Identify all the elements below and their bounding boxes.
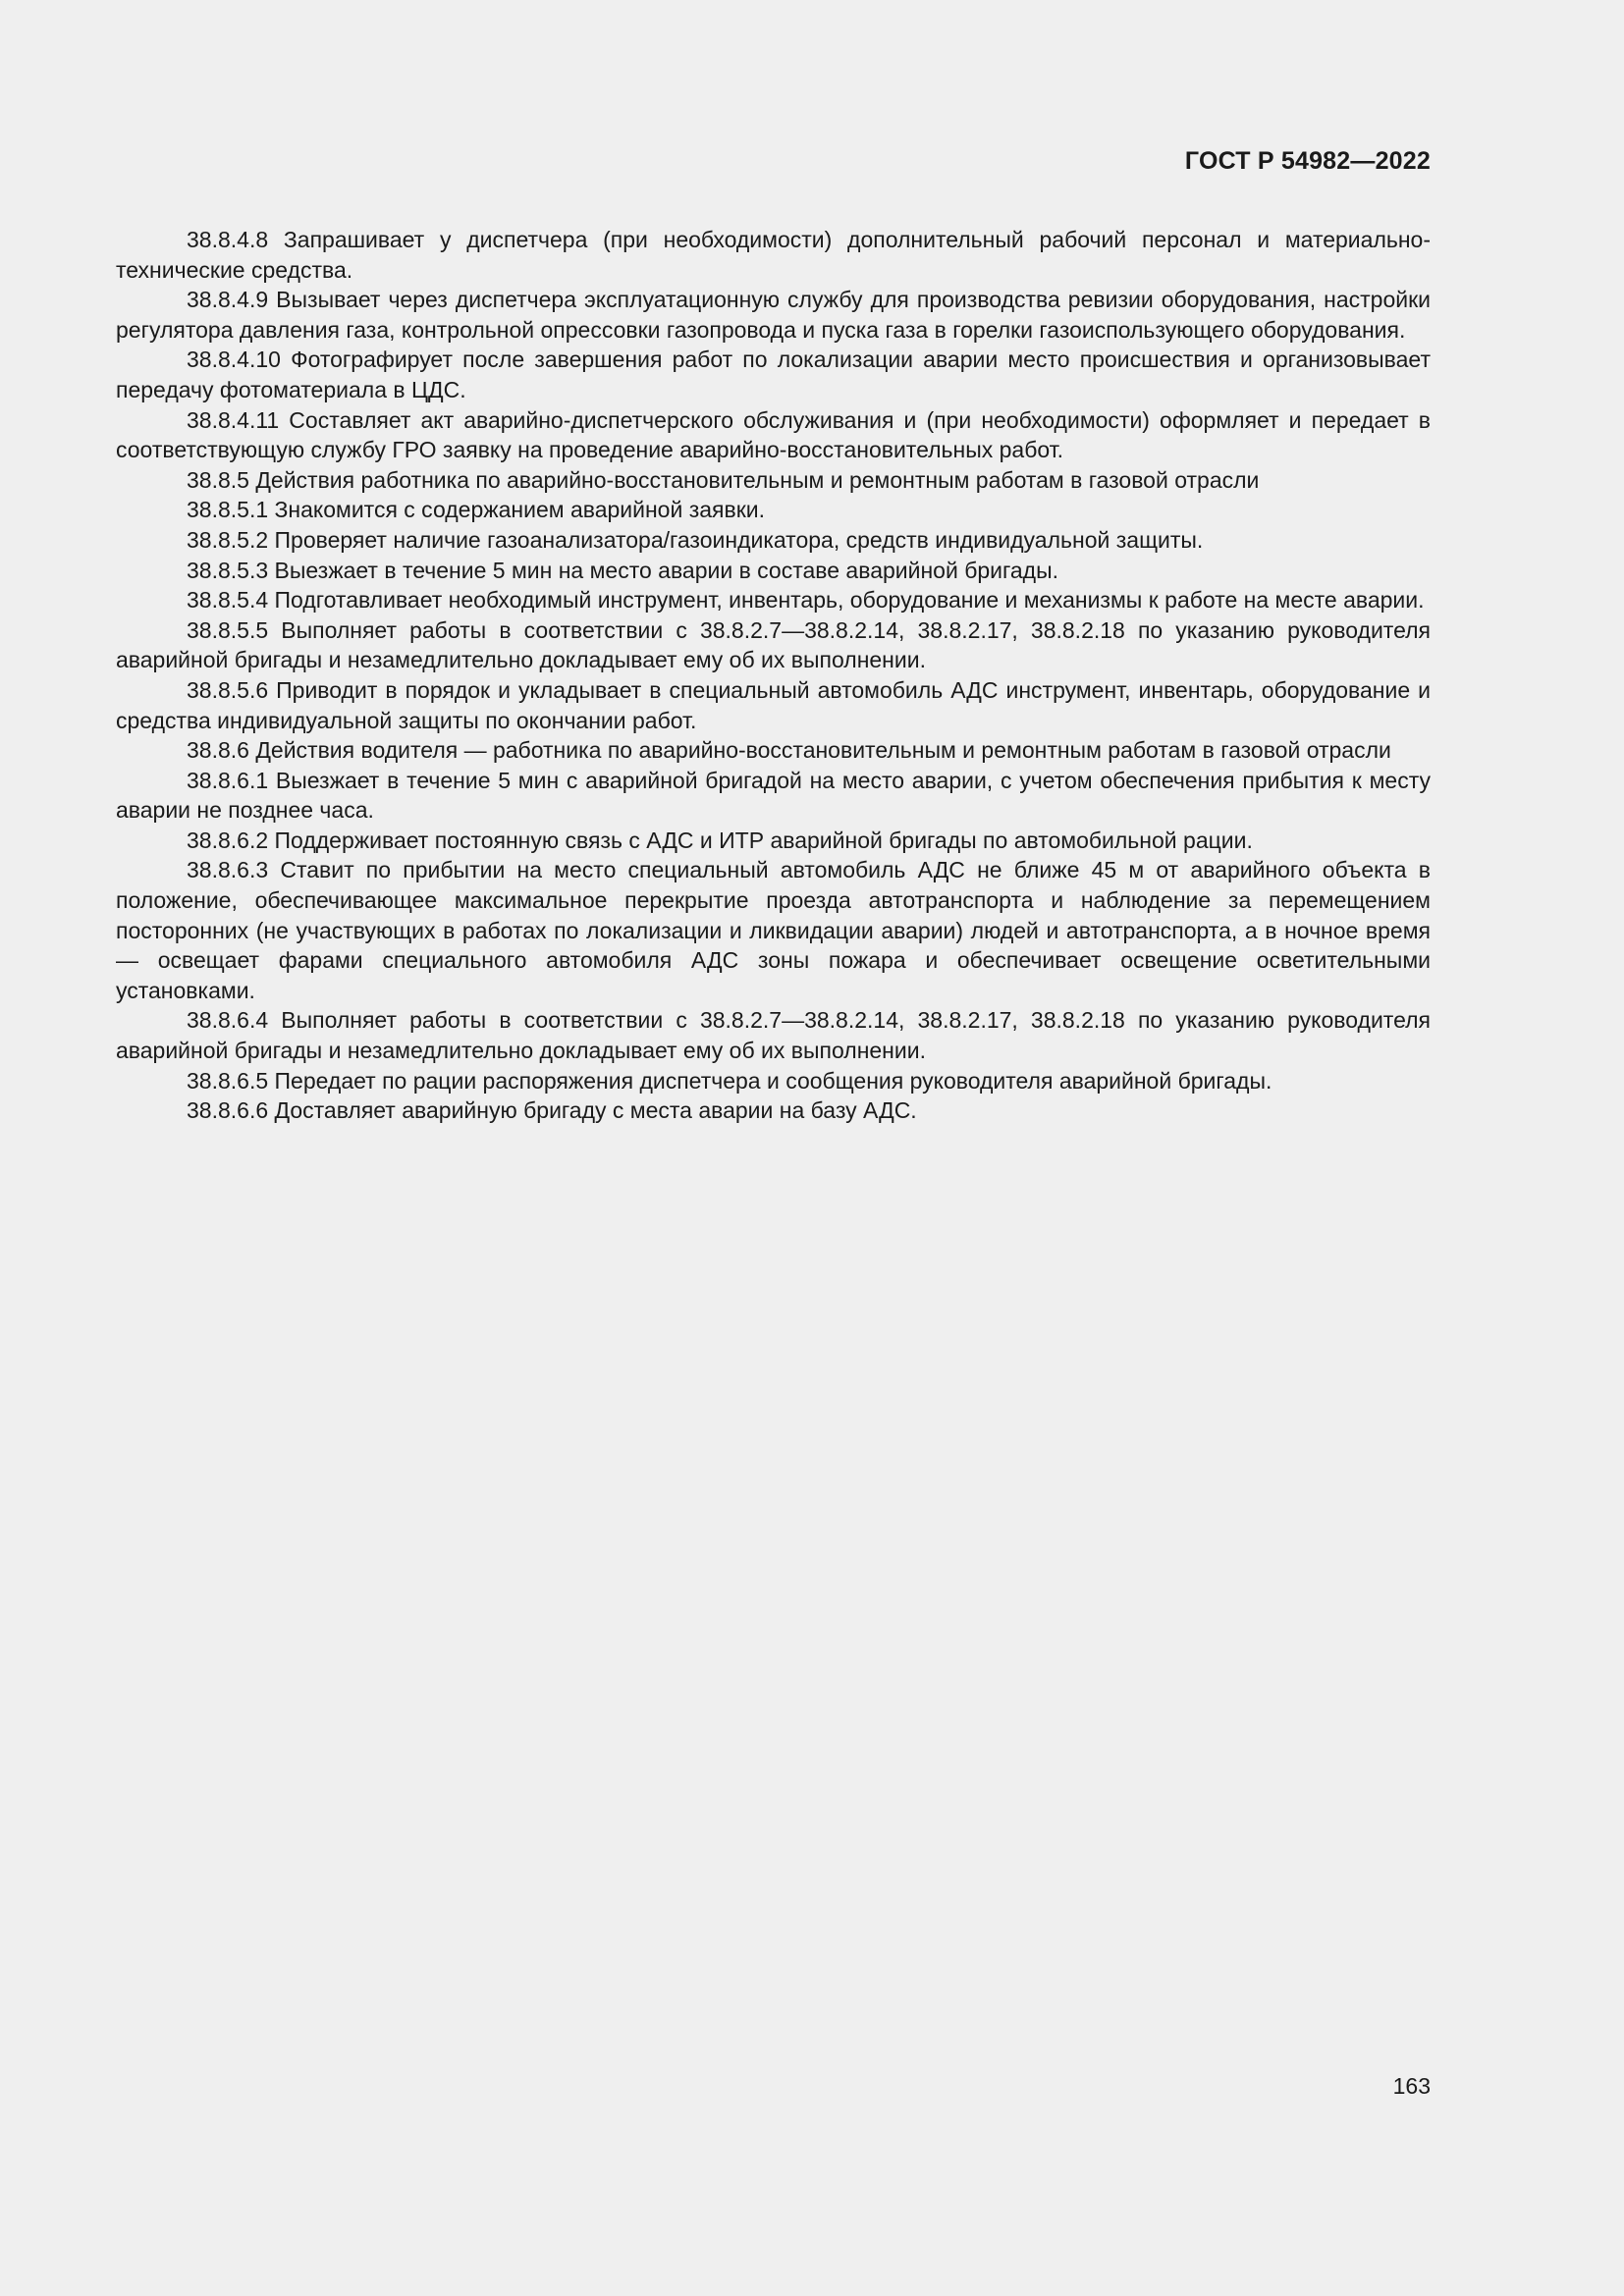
paragraph-38-8-4-10: 38.8.4.10 Фотографирует после завершения работ по локализации аварии место происшествия и организовывает передачу фотоматериала в ЦДС.	[116, 347, 1431, 402]
paragraph-38-8-5: 38.8.5 Действия работника по аварийно-восстановительным и ремонтным работам в газовой отрасли	[187, 466, 1260, 493]
page-number: 163	[1392, 2073, 1431, 2099]
paragraph-38-8-6-1: 38.8.6.1 Выезжает в течение 5 мин с аварийной бригадой на место аварии, с учетом обеспечения прибытия к месту аварии не позднее часа.	[116, 767, 1431, 824]
paragraph-38-8-6-6: 38.8.6.6 Доставляет аварийную бригаду с места аварии на базу АДС.	[187, 1097, 917, 1124]
paragraph-38-8-6-2: 38.8.6.2 Поддерживает постоянную связь с АДС и ИТР аварийной бригады по автомобильной рации.	[187, 827, 1253, 853]
paragraph-38-8-5-3: 38.8.5.3 Выезжает в течение 5 мин на место аварии в составе аварийной бригады.	[187, 557, 1059, 583]
paragraph-38-8-5-6: 38.8.5.6 Приводит в порядок и укладывает в специальный автомобиль АДС инструмент, инвентарь, оборудование и средства индивидуальной защиты по окончании работ.	[116, 676, 1431, 733]
document-body	[116, 225, 1431, 1126]
paragraph-38-8-6-4: 38.8.6.4 Выполняет работы в соответствии с 38.8.2.7—38.8.2.14, 38.8.2.17, 38.8.2.18 по указанию руководителя аварийной бригады и незамедлительно докладывает ему об их выполнении.	[116, 1007, 1431, 1064]
paragraph-38-8-4-8: 38.8.4.8 Запрашивает у диспетчера (при необходимости) дополнительный рабочий персонал и материально-технические средства.	[116, 227, 1431, 283]
paragraph-38-8-5-2: 38.8.5.2 Проверяет наличие газоанализатора/газоиндикатора, средств индивидуальной защиты.	[187, 526, 1204, 553]
paragraph-38-8-5-1: 38.8.5.1 Знакомится с содержанием аварийной заявки.	[187, 497, 766, 523]
paragraph-38-8-4-11: 38.8.4.11 Составляет акт аварийно-диспетчерского обслуживания и (при необходимости) оформляет и передает в соответствующую службу ГРО заявку на проведение аварийно-восстановительных работ.	[116, 406, 1431, 463]
paragraph-38-8-5-5: 38.8.5.5 Выполняет работы в соответствии с 38.8.2.7—38.8.2.14, 38.8.2.17, 38.8.2.18 по указанию руководителя аварийной бригады и незамедлительно докладывает ему об их выполнении.	[116, 616, 1431, 673]
paragraph-38-8-4-9: 38.8.4.9 Вызывает через диспетчера эксплуатационную службу для производства ревизии оборудования, настройки регулятора давления газа, контрольной опрессовки газопровода и пуска газа в горелки газоиспользующего оборудования.	[116, 287, 1431, 343]
paragraph-38-8-6-5: 38.8.6.5 Передает по рации распоряжения диспетчера и сообщения руководителя аварийной бригады.	[187, 1067, 1272, 1094]
document-header	[1185, 147, 1431, 176]
standard-id: ГОСТ Р 54982—2022	[1184, 147, 1431, 175]
paragraph-38-8-5-4: 38.8.5.4 Подготавливает необходимый инструмент, инвентарь, оборудование и механизмы к работе на месте аварии.	[187, 587, 1425, 614]
paragraph-38-8-6-3: 38.8.6.3 Ставит по прибытии на место специальный автомобиль АДС не ближе 45 м от аварийного объекта в положение, обеспечивающее максимальное перекрытие проезда автотранспорта и наблюдение за перемещением посторонних (не участвующих в работах по локализации и ликвидации аварии) людей и автотранспорта, а в ночное время — освещает фарами специального автомобиля АДС зоны пожара и обеспечивает освещение осветительными установками.	[116, 857, 1431, 1003]
paragraph-38-8-6: 38.8.6 Действия водителя — работника по аварийно-восстановительным и ремонтным работам в газовой отрасли	[187, 737, 1391, 764]
